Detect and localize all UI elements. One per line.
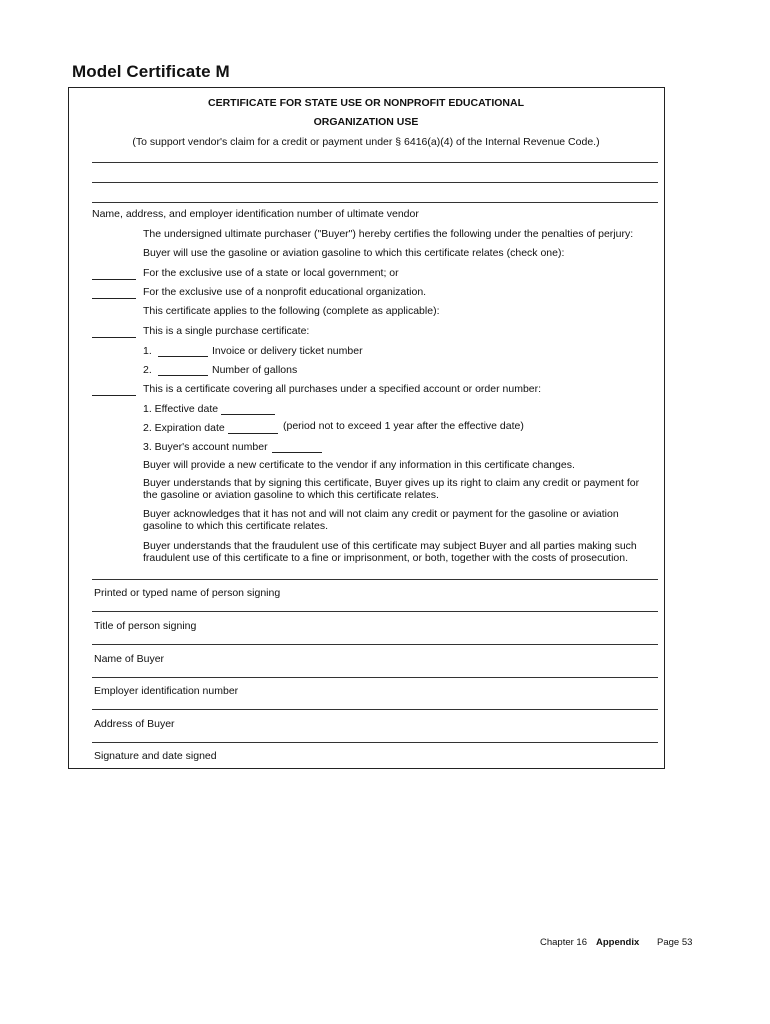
option-state-government: For the exclusive use of a state or local government; or (143, 267, 399, 279)
certificate-title-line1: CERTIFICATE FOR STATE USE OR NONPROFIT EDUCATIONAL (208, 97, 524, 109)
understands-line2: the gasoline or aviation gasoline to which this certificate relates. (143, 489, 439, 501)
signature-line[interactable] (92, 742, 658, 743)
effective-date-field[interactable] (221, 414, 275, 415)
vendor-line-1[interactable] (92, 162, 658, 163)
acknowledges-statement (143, 508, 653, 532)
footer-page-number: Page 53 (657, 937, 693, 948)
effective-date-label: 1. Effective date (143, 403, 219, 415)
fraud-statement (143, 540, 653, 564)
applies-statement: This certificate applies to the following (complete as applicable): (143, 305, 440, 317)
expiration-date-label: 2. Expiration date (143, 422, 225, 434)
vendor-label: Name, address, and employer identification number of ultimate vendor (92, 208, 419, 220)
printed-name-line[interactable] (92, 579, 658, 580)
vendor-line-3[interactable] (92, 202, 658, 203)
expiration-date-field[interactable] (228, 433, 278, 434)
item2-label: Number of gallons (212, 364, 298, 376)
footer-chapter: Chapter 16 (540, 937, 588, 948)
check-state-government[interactable] (92, 279, 136, 280)
footer-appendix: Appendix (596, 937, 640, 948)
buyer-address-line[interactable] (92, 709, 658, 710)
printed-name-label: Printed or typed name of person signing (94, 587, 281, 599)
item1-label: Invoice or delivery ticket number (212, 345, 363, 357)
vendor-line-2[interactable] (92, 182, 658, 183)
expiration-note: (period not to exceed 1 year after the effective date) (283, 420, 524, 432)
fraud-line1: Buyer understands that the fraudulent use of this certificate may subject Buyer and all parties making such (143, 540, 637, 552)
new-certificate-statement: Buyer will provide a new certificate to the vendor if any information in this certificate changes. (143, 459, 575, 471)
buyer-use-statement: Buyer will use the gasoline or aviation gasoline to which this certificate relates (check one): (143, 247, 565, 259)
acknowledges-line1: Buyer acknowledges that it has not and will not claim any credit or payment for the gasoline or aviation (143, 508, 619, 520)
buyer-address-label: Address of Buyer (94, 718, 175, 730)
certificate-title-line2: ORGANIZATION USE (313, 116, 419, 128)
intro-statement: The undersigned ultimate purchaser ("Buyer") hereby certifies the following under the penalties of perjury: (143, 228, 634, 240)
option-nonprofit: For the exclusive use of a nonprofit educational organization. (143, 286, 427, 298)
single-purchase-label: This is a single purchase certificate: (143, 325, 310, 337)
item1-number: 1. (143, 345, 152, 357)
ein-label: Employer identification number (94, 685, 239, 697)
ein-line[interactable] (92, 677, 658, 678)
signature-label: Signature and date signed (94, 750, 217, 762)
account-number-label: 3. Buyer's account number (143, 441, 268, 453)
gallons-field[interactable] (158, 375, 208, 376)
buyer-name-label: Name of Buyer (94, 653, 165, 665)
understands-line1: Buyer understands that by signing this certificate, Buyer gives up its right to claim any credit or payment for (143, 477, 640, 489)
invoice-number-field[interactable] (158, 356, 208, 357)
buyer-name-line[interactable] (92, 644, 658, 645)
check-single-purchase[interactable] (92, 337, 136, 338)
covering-statement: This is a certificate covering all purchases under a specified account or order number: (143, 383, 542, 395)
fraud-line2: fraudulent use of this certificate to a fine or imprisonment, or both, together with the costs of prosecution. (143, 552, 629, 564)
certificate-subtitle: (To support vendor's claim for a credit or payment under § 6416(a)(4) of the Internal Revenue Code.) (132, 136, 600, 148)
title-line[interactable] (92, 611, 658, 612)
understands-statement (143, 477, 653, 501)
title-label: Title of person signing (94, 620, 197, 632)
acknowledges-line2: gasoline to which this certificate relates. (143, 520, 329, 532)
check-nonprofit[interactable] (92, 298, 136, 299)
page-heading: Model Certificate M (72, 62, 230, 81)
check-all-purchases[interactable] (92, 395, 136, 396)
account-number-field[interactable] (272, 452, 322, 453)
item2-number: 2. (143, 364, 152, 376)
